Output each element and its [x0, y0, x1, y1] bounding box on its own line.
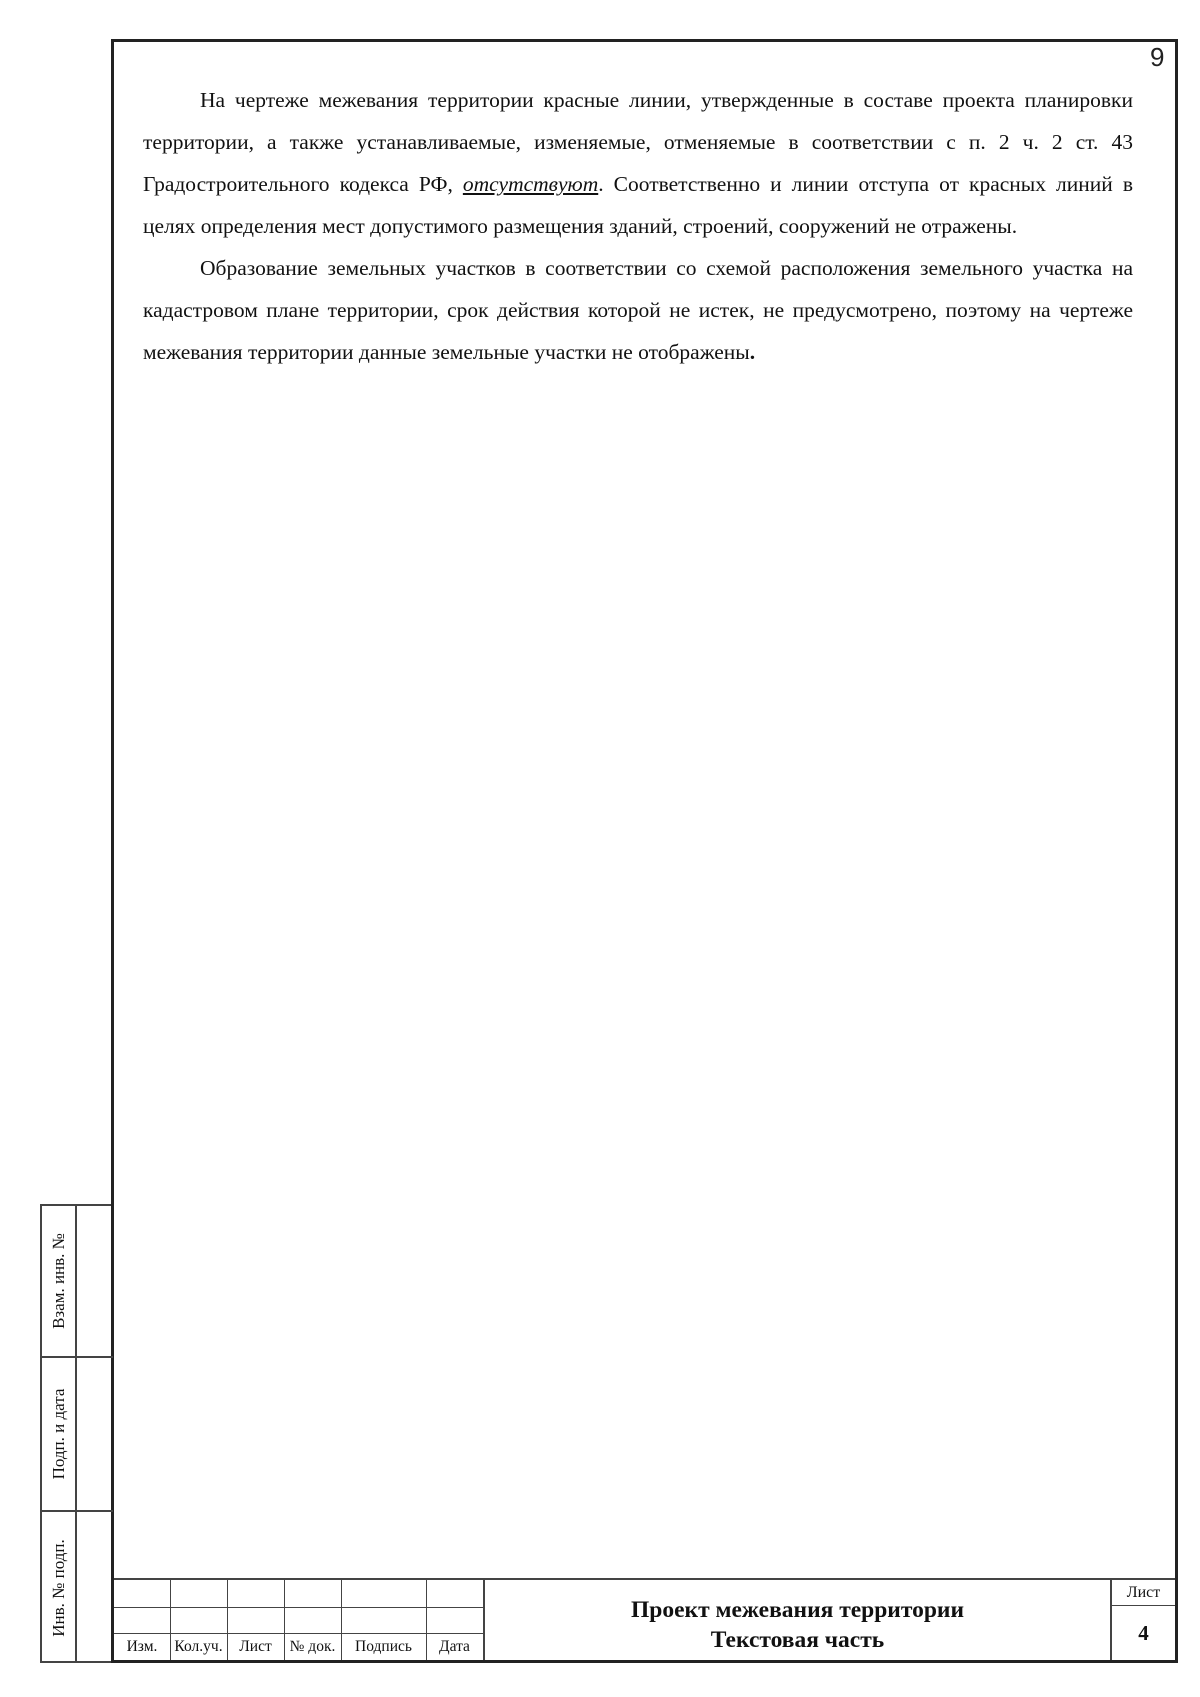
column-label-signature: Подпись: [355, 1638, 412, 1655]
paragraph-1-emphasis: отсутствуют: [462, 172, 599, 196]
paragraph-1: [143, 79, 1133, 247]
side-cell-replace-inv: [42, 1206, 113, 1358]
column-label-list: Лист: [239, 1638, 272, 1655]
sheet-number: 4: [1138, 1621, 1149, 1645]
title-line-2: Текстовая часть: [710, 1627, 885, 1653]
side-cell-sign-date: [42, 1358, 113, 1512]
column-label-kol-uch: Кол.уч.: [174, 1638, 223, 1655]
paragraph-2-text: Образование земельных участков в соответствии со схемой расположения земельного участка на кадастровом плане территории, срок действия которой не истек, не предусмотрено, поэтому на чертеже межевания территории данные земельные участки не отображены: [143, 256, 1133, 364]
sheet-label: Лист: [1112, 1580, 1175, 1606]
paragraph-2: [143, 247, 1133, 373]
column-label-date: Дата: [439, 1638, 470, 1655]
column-label-izm: Изм.: [126, 1638, 158, 1655]
document-body: [143, 79, 1133, 373]
title-block: [114, 1578, 1175, 1660]
title-line-1: Проект межевания территории: [631, 1597, 964, 1623]
side-margin-block: [40, 1204, 111, 1663]
side-label-replace-inv: Взам. инв. №: [48, 1233, 68, 1329]
page-number: 9: [1150, 42, 1165, 72]
side-cell-inv-orig: [42, 1512, 113, 1663]
document-title: [483, 1580, 1110, 1660]
paragraph-1-text-a: На чертеже межевания территории красные линии, утвержденные в составе проекта планировки территории, а также устанавливаемые, изменяемые, отменяемые в соответствии с п. 2 ч. 2 ст. 43 Градостроительного кодекса РФ,: [143, 88, 1133, 196]
side-label-sign-date: Подп. и дата: [48, 1388, 68, 1480]
revision-table: [114, 1580, 483, 1660]
paragraph-2-end: .: [749, 340, 756, 364]
sheet-box: [1110, 1580, 1175, 1660]
column-label-doc-no: № док.: [289, 1638, 336, 1655]
paragraph-1-text-b: . Соответственно и линии отступа от красных линий в целях определения мест допустимого размещения зданий, строений, сооружений не отражены.: [143, 172, 1133, 238]
side-label-inv-orig: Инв. № подп.: [48, 1538, 68, 1637]
